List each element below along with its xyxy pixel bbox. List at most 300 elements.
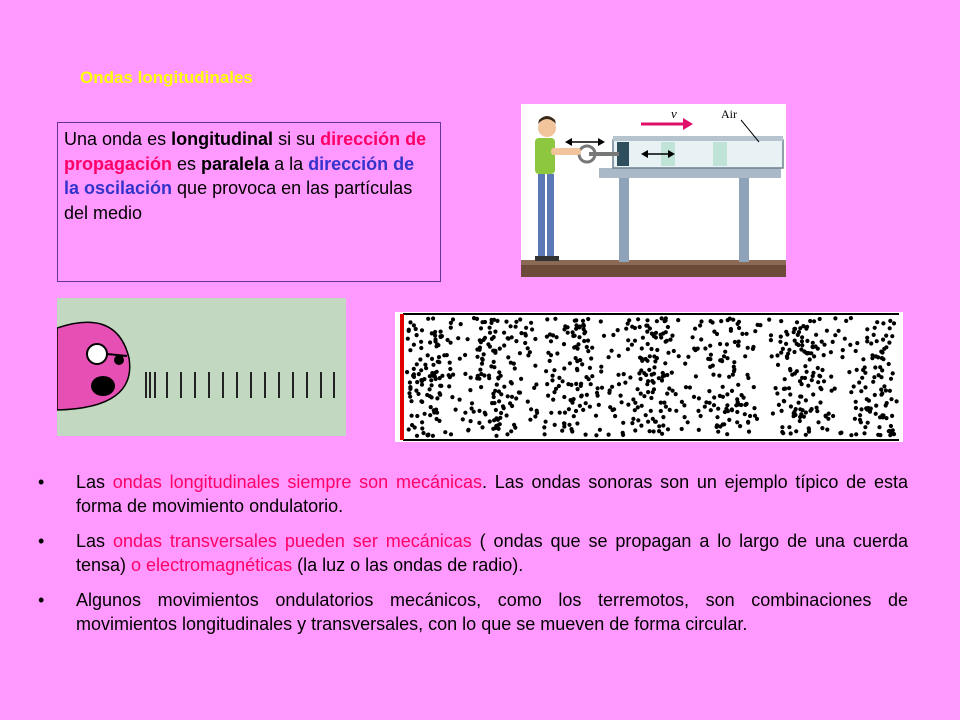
particle	[843, 337, 847, 341]
particle	[487, 376, 491, 380]
particle	[448, 367, 452, 371]
particle	[817, 374, 821, 378]
particle	[496, 418, 500, 422]
particle	[865, 336, 869, 340]
particle	[576, 347, 580, 351]
particle	[661, 423, 665, 427]
particle	[781, 431, 785, 435]
particle	[630, 343, 634, 347]
particle	[595, 391, 599, 395]
particle	[680, 400, 684, 404]
particle	[816, 380, 820, 384]
particle	[579, 382, 583, 386]
particle	[875, 320, 879, 324]
particle	[533, 337, 537, 341]
particle	[519, 331, 523, 335]
particle	[865, 327, 869, 331]
particle	[569, 398, 573, 402]
particle	[803, 364, 807, 368]
particle	[530, 327, 534, 331]
particle	[692, 395, 696, 399]
particle	[617, 382, 621, 386]
particle	[711, 320, 715, 324]
particle	[448, 361, 452, 365]
particle	[704, 400, 708, 404]
particle	[663, 361, 667, 365]
particle	[753, 329, 757, 333]
particle	[866, 406, 870, 410]
particle	[433, 338, 437, 342]
particle	[848, 343, 852, 347]
particle	[865, 397, 869, 401]
particle	[499, 411, 503, 415]
particle	[416, 392, 420, 396]
particle	[420, 426, 424, 430]
particle	[779, 335, 783, 339]
particle	[887, 362, 891, 366]
particle	[550, 378, 554, 382]
particle	[849, 433, 853, 437]
particle	[820, 368, 824, 372]
particle	[859, 407, 863, 411]
particle	[551, 374, 555, 378]
particle	[574, 318, 578, 322]
particle	[890, 414, 894, 418]
particle	[874, 354, 878, 358]
particle	[666, 325, 670, 329]
particle	[779, 319, 783, 323]
particle	[649, 347, 653, 351]
particle	[492, 395, 496, 399]
particle	[752, 406, 756, 410]
particle	[481, 358, 485, 362]
particle	[712, 330, 716, 334]
particle	[797, 401, 801, 405]
particle	[495, 383, 499, 387]
particle	[439, 330, 443, 334]
bullet-item-2	[38, 529, 908, 577]
particle	[767, 318, 771, 322]
particle	[729, 329, 733, 333]
particle	[523, 341, 527, 345]
particle	[475, 317, 479, 321]
particle	[640, 346, 644, 350]
particle	[545, 382, 549, 386]
particle	[568, 361, 572, 365]
particle	[782, 399, 786, 403]
particle	[639, 424, 643, 428]
particle	[711, 373, 715, 377]
particle	[616, 328, 620, 332]
particle	[449, 326, 453, 330]
particle	[611, 333, 615, 337]
particle	[619, 394, 623, 398]
particle	[798, 394, 802, 398]
particle	[544, 369, 548, 373]
particle	[703, 346, 707, 350]
particle	[874, 404, 878, 408]
particle	[608, 388, 612, 392]
particle	[708, 365, 712, 369]
particle	[431, 363, 435, 367]
particle	[725, 432, 729, 436]
particle	[569, 427, 573, 431]
particle	[598, 428, 602, 432]
particle	[708, 357, 712, 361]
particle	[551, 333, 555, 337]
particle	[513, 366, 517, 370]
particle	[677, 354, 681, 358]
particle	[775, 353, 779, 357]
particle	[420, 400, 424, 404]
particle	[718, 342, 722, 346]
particle	[585, 345, 589, 349]
particle	[494, 434, 498, 438]
air-label: Air	[721, 107, 737, 121]
particle	[545, 335, 549, 339]
particle	[535, 411, 539, 415]
particle	[849, 390, 853, 394]
particle	[887, 341, 891, 345]
particle	[430, 357, 434, 361]
particle	[887, 429, 891, 433]
particle	[787, 425, 791, 429]
particle	[800, 335, 804, 339]
particle	[490, 401, 494, 405]
particle	[493, 389, 497, 393]
particle	[468, 388, 472, 392]
particle	[435, 396, 439, 400]
particle	[833, 316, 837, 320]
particle	[581, 408, 585, 412]
particle	[861, 368, 865, 372]
particle	[578, 325, 582, 329]
particle	[442, 353, 446, 357]
particle	[417, 372, 421, 376]
particle	[594, 433, 598, 437]
particle	[506, 337, 510, 341]
particle	[588, 366, 592, 370]
particle	[429, 378, 433, 382]
particle	[776, 363, 780, 367]
particle	[692, 347, 696, 351]
definition-box	[57, 122, 441, 282]
particle	[844, 319, 848, 323]
particle	[449, 341, 453, 345]
particle	[449, 321, 453, 325]
particle	[478, 338, 482, 342]
particle	[805, 339, 809, 343]
bullet-text: Las	[76, 472, 113, 492]
particle	[880, 350, 884, 354]
particle	[552, 390, 556, 394]
particle	[584, 433, 588, 437]
particle	[636, 387, 640, 391]
particle	[881, 338, 885, 342]
particle	[557, 384, 561, 388]
particle	[575, 359, 579, 363]
particle	[548, 359, 552, 363]
particle	[477, 377, 481, 381]
particle	[589, 356, 593, 360]
particle	[830, 389, 834, 393]
particle	[428, 387, 432, 391]
particle	[699, 337, 703, 341]
particle	[420, 328, 424, 332]
particle	[829, 375, 833, 379]
particle	[716, 430, 720, 434]
particle	[470, 401, 474, 405]
particle	[428, 340, 432, 344]
particle	[502, 385, 506, 389]
particle	[815, 409, 819, 413]
particle	[895, 399, 899, 403]
particle	[666, 351, 670, 355]
bullet-marker: •	[38, 531, 45, 551]
particle	[607, 355, 611, 359]
particle	[490, 337, 494, 341]
particle	[784, 330, 788, 334]
particle	[505, 413, 509, 417]
particle	[420, 383, 424, 387]
bullet-list	[38, 470, 908, 647]
particle	[506, 394, 510, 398]
particle	[599, 319, 603, 323]
particle	[691, 335, 695, 339]
particle	[646, 420, 650, 424]
particle	[815, 406, 819, 410]
particle	[831, 340, 835, 344]
particle	[798, 407, 802, 411]
particle	[631, 417, 635, 421]
particle	[627, 318, 631, 322]
particle	[661, 371, 665, 375]
particle	[789, 404, 793, 408]
particle	[822, 379, 826, 383]
particle	[659, 333, 663, 337]
particle	[519, 377, 523, 381]
particle	[860, 376, 864, 380]
particle	[479, 385, 483, 389]
particle	[654, 420, 658, 424]
particle	[652, 365, 656, 369]
particle	[420, 420, 424, 424]
particle	[647, 368, 651, 372]
particle	[415, 333, 419, 337]
particle	[571, 334, 575, 338]
particle	[488, 331, 492, 335]
bullet-highlight: ondas longitudinales siempre son mecánicas	[112, 472, 482, 492]
particle	[435, 411, 439, 415]
particle	[825, 428, 829, 432]
particle	[780, 409, 784, 413]
particle	[438, 393, 442, 397]
particle	[574, 409, 578, 413]
particle	[650, 379, 654, 383]
particle	[646, 390, 650, 394]
particle	[466, 337, 470, 341]
particle	[463, 411, 467, 415]
particle	[737, 340, 741, 344]
particle	[555, 351, 559, 355]
particle	[824, 414, 828, 418]
definition-text-3: es	[172, 153, 202, 174]
particle	[477, 409, 481, 413]
particle	[782, 387, 786, 391]
particle	[482, 352, 486, 356]
particle	[586, 349, 590, 353]
particle	[494, 424, 498, 428]
particle	[884, 388, 888, 392]
particle	[596, 386, 600, 390]
particle	[653, 359, 657, 363]
particle	[488, 326, 492, 330]
particle	[808, 357, 812, 361]
particle	[419, 368, 423, 372]
particle	[854, 406, 858, 410]
particle	[657, 424, 661, 428]
particle	[514, 396, 518, 400]
particle	[680, 427, 684, 431]
particle	[736, 400, 740, 404]
particle	[753, 414, 757, 418]
particle	[613, 414, 617, 418]
particle	[774, 386, 778, 390]
particle	[636, 405, 640, 409]
particle	[758, 323, 762, 327]
particle	[557, 376, 561, 380]
particle	[498, 347, 502, 351]
particle	[600, 386, 604, 390]
particle	[703, 405, 707, 409]
particle	[804, 398, 808, 402]
particle	[888, 319, 892, 323]
particle	[882, 384, 886, 388]
particle	[533, 414, 537, 418]
particle	[740, 332, 744, 336]
particle	[715, 415, 719, 419]
particle	[892, 321, 896, 325]
particle	[719, 319, 723, 323]
particle	[862, 431, 866, 435]
particle	[509, 429, 513, 433]
particle	[438, 384, 442, 388]
bullet-text: Algunos movimientos ondulatorios mecánicos, como los terremotos, son combinaciones de movimientos longitudinales y transversales, con lo que se mueven de forma circular.	[76, 590, 908, 634]
particle	[787, 386, 791, 390]
particle	[504, 320, 508, 324]
particle	[743, 403, 747, 407]
particle	[488, 419, 492, 423]
particle	[674, 409, 678, 413]
particle	[426, 317, 430, 321]
particle	[849, 316, 853, 320]
particle	[594, 414, 598, 418]
particle	[456, 336, 460, 340]
particle	[838, 431, 842, 435]
particle	[820, 426, 824, 430]
particle-compression-diagram	[395, 312, 903, 442]
particle	[407, 427, 411, 431]
particle	[865, 339, 869, 343]
particle	[428, 374, 432, 378]
particle	[806, 384, 810, 388]
particle	[739, 403, 743, 407]
particle	[721, 395, 725, 399]
particle	[712, 403, 716, 407]
particle	[645, 318, 649, 322]
particle	[820, 340, 824, 344]
particle	[804, 433, 808, 437]
particle	[437, 360, 441, 364]
particle	[670, 371, 674, 375]
particle	[738, 424, 742, 428]
particle	[549, 411, 553, 415]
particle	[816, 420, 820, 424]
particle	[800, 339, 804, 343]
particle	[659, 401, 663, 405]
particle	[489, 364, 493, 368]
particle	[652, 354, 656, 358]
particle	[873, 393, 877, 397]
particle	[640, 404, 644, 408]
particle	[491, 349, 495, 353]
particle	[426, 353, 430, 357]
particle	[649, 396, 653, 400]
particle	[712, 395, 716, 399]
particle	[730, 389, 734, 393]
particle	[708, 344, 712, 348]
particle	[751, 347, 755, 351]
particle	[431, 434, 435, 438]
particle	[684, 385, 688, 389]
particle	[725, 342, 729, 346]
particle	[725, 356, 729, 360]
particle	[510, 395, 514, 399]
bullet-marker: •	[38, 590, 45, 610]
particle	[728, 317, 732, 321]
particle	[488, 345, 492, 349]
particle	[737, 326, 741, 330]
particle	[475, 355, 479, 359]
particle	[672, 349, 676, 353]
particle	[621, 431, 625, 435]
particle	[562, 422, 566, 426]
particle	[553, 317, 557, 321]
particle	[663, 319, 667, 323]
particle	[638, 325, 642, 329]
particle	[624, 327, 628, 331]
particle	[480, 362, 484, 366]
particle	[745, 332, 749, 336]
particle	[855, 368, 859, 372]
particle	[746, 420, 750, 424]
definition-text-5: que provoca en las partículas del medio	[64, 178, 413, 223]
bullet-text: (la luz o las ondas de radio).	[292, 555, 524, 575]
particle	[431, 316, 435, 320]
particle	[426, 433, 430, 437]
particle	[582, 339, 586, 343]
particle	[406, 337, 410, 341]
particle	[796, 333, 800, 337]
particle	[497, 399, 501, 403]
particle	[562, 395, 566, 399]
particle	[610, 349, 614, 353]
particle	[785, 354, 789, 358]
particle	[580, 362, 584, 366]
particle	[736, 343, 740, 347]
particle	[638, 356, 642, 360]
particle	[451, 373, 455, 377]
